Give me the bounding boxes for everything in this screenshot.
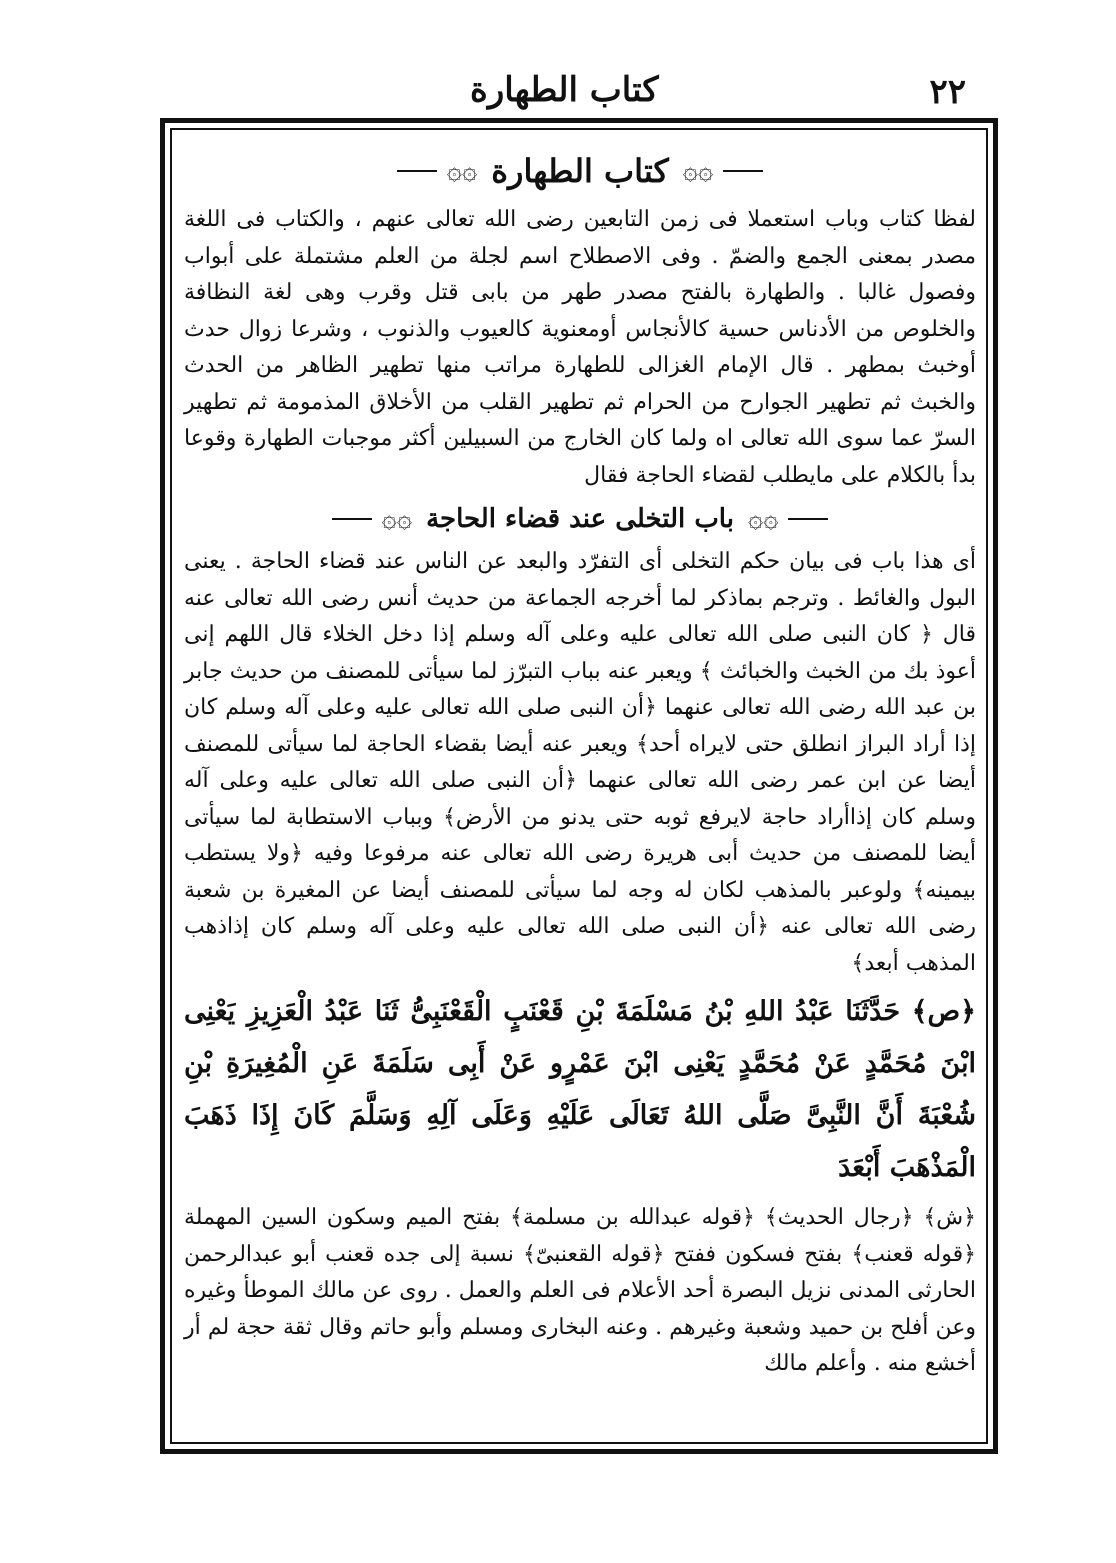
commentary-paragraph: ﴿ش﴾ ﴿رجال الحديث﴾ ﴿قوله عبدالله بن مسلمة﴾ بفتح الميم وسكون السين المهملة ﴿قوله قعنب﴾ بفتح فسكون ففتح ﴿قوله القعنبىّ﴾ نسبة إلى جده قعنب أبو عبدالرحمن الحارثى المدنى نزيل البصرة أحد الأعلام فى العلم والعمل . روى عن مالك الموطأ وغيره وعن أفلح بن حميد وشعبة وغيرهم . وعنه البخارى ومسلم وأبو حاتم وقال ثقة حجة لم أر أخشع منه . وأعلم مالك [184, 1205, 976, 1376]
hadith-text: ﴿ص﴾ حَدَّثَنَا عَبْدُ اللهِ بْنُ مَسْلَمَةَ بْنِ قَعْنَبٍ الْقَعْنَبِىُّ ثَنَا عَبْدُ الْعَزِيزِ يَعْنِى ابْنَ مُحَمَّدٍ عَنْ مُحَمَّدٍ يَعْنِى ابْنَ عَمْرٍو عَنْ أَبِى سَلَمَةَ عَنِ الْمُغِيرَةِ بْنِ شُعْبَةَ أَنَّ النَّبِىَّ صَلَّى اللهُ تَعَالَى عَلَيْهِ وَعَلَى آلِهِ وَسَلَّمَ كَانَ إِذَا ذَهَبَ الْمَذْهَبَ أَبْعَدَ [184, 996, 976, 1183]
running-header [160, 66, 980, 116]
heading-rule-right [788, 518, 828, 520]
page-number: ٢٢ [929, 72, 966, 112]
heading-rule-left [397, 170, 437, 172]
chapter-heading [180, 140, 980, 202]
running-title: كتاب الطهارة [470, 70, 659, 110]
section-title: باب التخلى عند قضاء الحاجة [426, 504, 734, 534]
heading-rule-left [332, 518, 372, 520]
ornament-icon: ۞۞ [446, 156, 478, 186]
intro-paragraph: لفظا كتاب وباب استعملا فى زمن التابعين رضى الله تعالى عنهم ، والكتاب فى اللغة مصدر بمعنى الجمع والضمّ . وفى الاصطلاح اسم لجلة من العلم مشتملة على أبواب وفصول غالبا . والطهارة بالفتح مصدر طهر من بابى قتل وقرب وهى لغة النظافة والخلوص من الأدناس حسية كالأنجاس أومعنوية كالعيوب والذنوب ، وشرعا زوال حدث أوخبث بمطهر . قال الإمام الغزالى للطهارة مراتب منها تطهير الظاهر من الحدث والخبث ثم تطهير الجوارح من الحرام ثم تطهير القلب من الأخلاق المذمومة ثم تطهير السرّ عما سوى الله تعالى اه ولما كان الخارج من السبيلين أكثر موجبات الطهارة وقوعا بدأ بالكلام على مايطلب لقضاء الحاجة فقال [184, 207, 976, 488]
ornament-icon: ۞۞ [747, 504, 779, 534]
ornament-icon: ۞۞ [381, 504, 413, 534]
page-content [180, 140, 980, 1440]
section-heading [180, 494, 980, 544]
ornament-icon: ۞۞ [682, 156, 714, 186]
heading-rule-right [723, 170, 763, 172]
chapter-title: كتاب الطهارة [491, 152, 669, 190]
section-paragraph: أى هذا باب فى بيان حكم التخلى أى التفرّد والبعد عن الناس عند قضاء الحاجة . يعنى البول والغائط . وترجم بماذكر لما أخرجه الجماعة من حديث أنس رضى الله تعالى عنه قال ﴿ كان النبى صلى الله تعالى عليه وعلى آله وسلم إذا دخل الخلاء قال اللهم إنى أعوذ بك من الخبث والخبائث ﴾ ويعبر عنه بباب التبرّز لما سيأتى للمصنف من حديث جابر بن عبد الله رضى الله تعالى عنهما ﴿أن النبى صلى الله تعالى عليه وعلى آله وسلم كان إذا أراد البراز انطلق حتى لايراه أحد﴾ ويعبر عنه أيضا بقضاء الحاجة لما سيأتى للمصنف أيضا عن ابن عمر رضى الله تعالى عنهما ﴿أن النبى صلى الله تعالى عليه وعلى آله وسلم كان إذاأراد حاجة لايرفع ثوبه حتى يدنو من الأرض﴾ وبباب الاستطابة لما سيأتى أيضا للمصنف من حديث أبى هريرة رضى الله تعالى عنه مرفوعا وفيه ﴿ولا يستطب بيمينه﴾ ولوعبر بالمذهب لكان له وجه لما سيأتى للمصنف أيضا عن المغيرة بن شعبة رضى الله تعالى عنه ﴿أن النبى صلى الله تعالى عليه وعلى آله وسلم كان إذاذهب المذهب أبعد﴾ [184, 549, 976, 976]
